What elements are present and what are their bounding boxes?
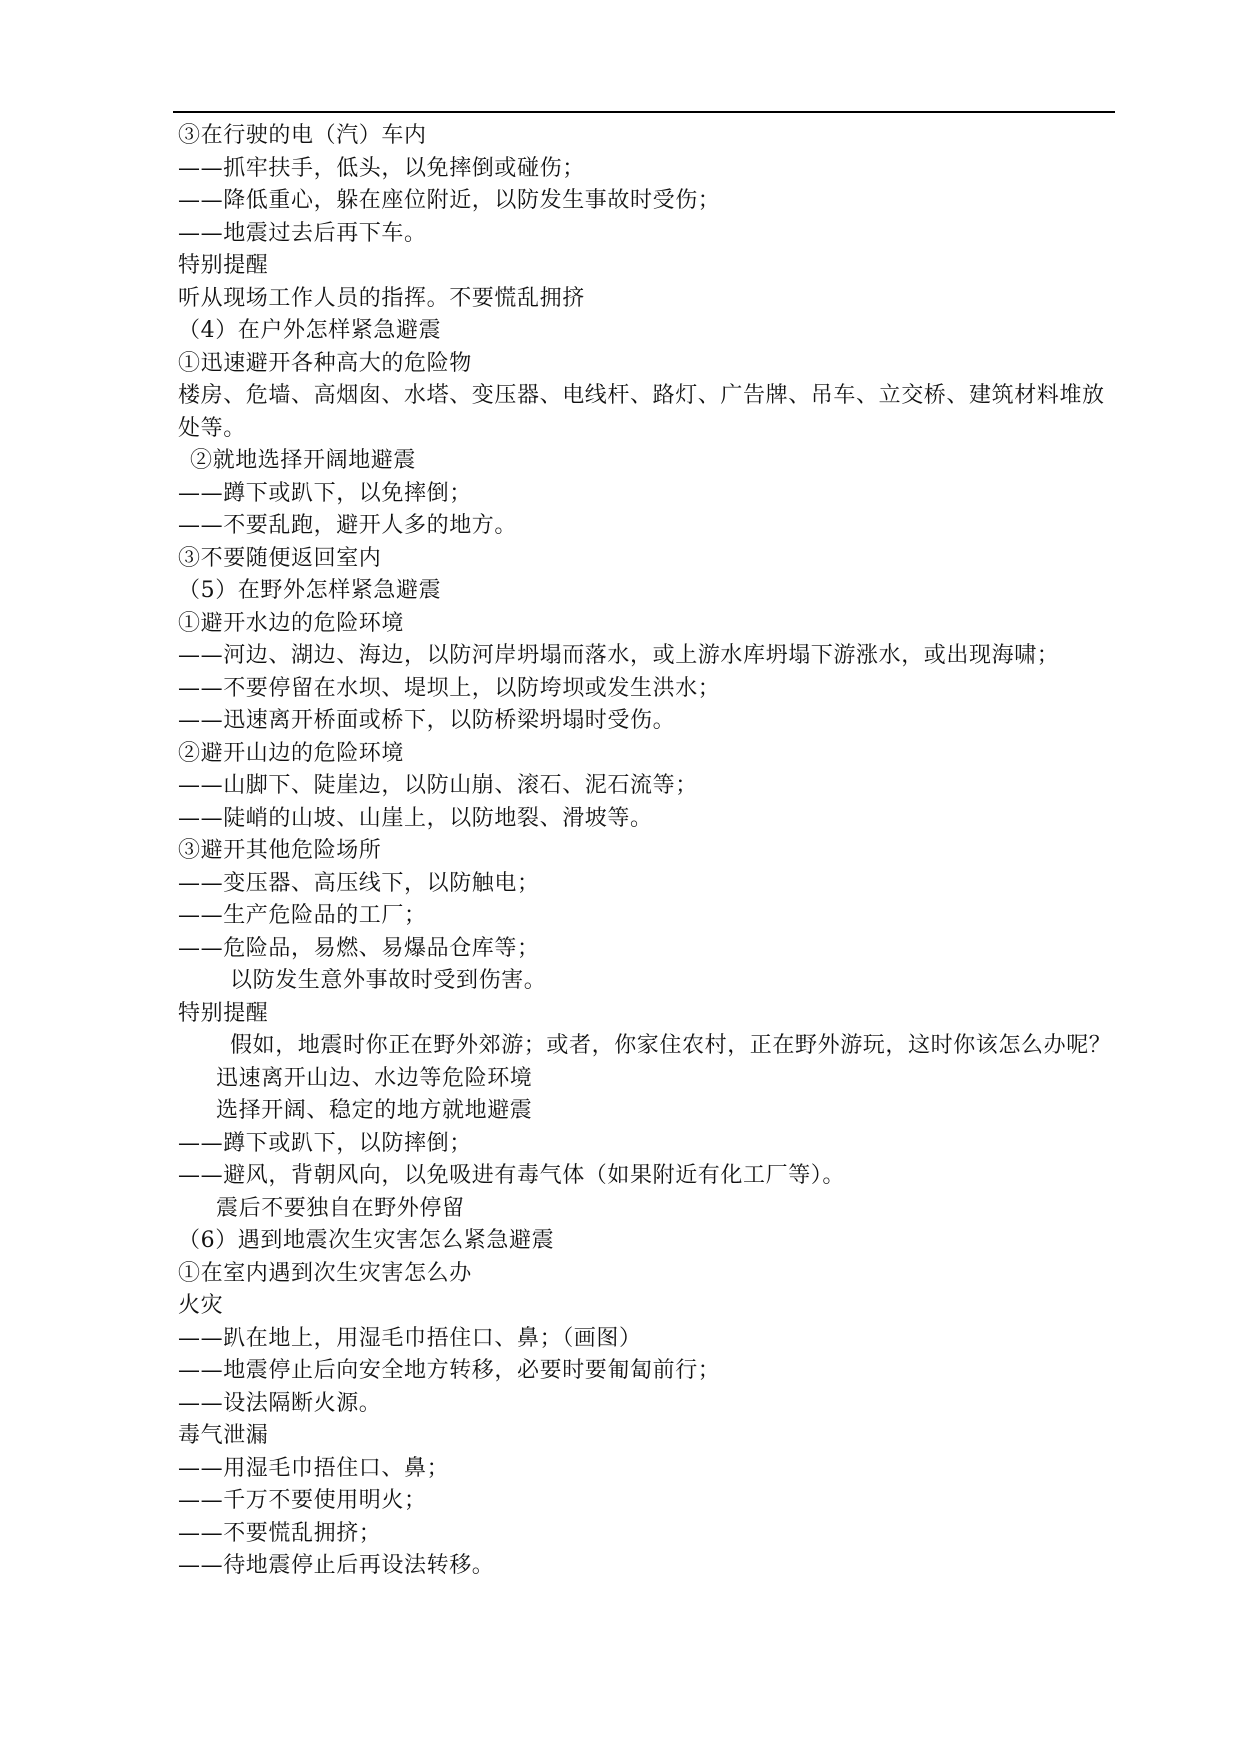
text-line: ——不要乱跑，避开人多的地方。 xyxy=(178,513,518,538)
text-line: ——不要停留在水坝、堤坝上，以防垮坝或发生洪水； xyxy=(178,675,721,701)
text-line: 以防发生意外事故时受到伤害。 xyxy=(230,968,547,993)
section-heading: （4）在户外怎样紧急避震 xyxy=(178,318,442,343)
text-line: ——避风，背朝风向，以免吸进有毒气体（如果附近有化工厂等）。 xyxy=(178,1163,846,1188)
text-line: ①避开水边的危险环境 xyxy=(178,610,405,636)
text-line: ——设法隔断火源。 xyxy=(178,1390,382,1416)
text-line: ——蹲下或趴下，以免摔倒； xyxy=(178,480,472,506)
text-line: ——抓牢扶手，低头，以免摔倒或碰伤； xyxy=(178,155,585,181)
document-body xyxy=(178,120,1115,1583)
text-line: ①迅速避开各种高大的危险物 xyxy=(178,350,472,376)
text-paragraph: 楼房、危墙、高烟囱、水塔、变压器、电线杆、路灯、广告牌、吊车、立交桥、建筑材料堆放处等。 xyxy=(178,383,1105,441)
text-line: ——山脚下、陡崖边，以防山崩、滚石、泥石流等； xyxy=(178,773,698,798)
section-heading: （6）遇到地震次生灾害怎么紧急避震 xyxy=(178,1228,555,1253)
text-line: ——地震过去后再下车。 xyxy=(178,220,427,246)
section-heading: （5）在野外怎样紧急避震 xyxy=(178,578,442,603)
text-line: ——降低重心，躲在座位附近，以防发生事故时受伤； xyxy=(178,188,721,213)
text-line: ——生产危险品的工厂； xyxy=(178,903,427,928)
text-line: ——陡峭的山坡、山崖上，以防地裂、滑坡等。 xyxy=(178,805,653,831)
text-line: ——迅速离开桥面或桥下，以防桥梁坍塌时受伤。 xyxy=(178,708,676,733)
text-line: ①在室内遇到次生灾害怎么办 xyxy=(178,1260,472,1286)
text-line: 选择开阔、稳定的地方就地避震 xyxy=(216,1098,533,1123)
text-line: 迅速离开山边、水边等危险环境 xyxy=(216,1065,533,1091)
text-line: 听从现场工作人员的指挥。不要慌乱拥挤 xyxy=(178,285,585,311)
text-line: ——不要慌乱拥挤； xyxy=(178,1520,382,1546)
text-line: ——变压器、高压线下，以防触电； xyxy=(178,870,540,896)
text-line: 火灾 xyxy=(178,1293,224,1318)
text-line: ——蹲下或趴下，以防摔倒； xyxy=(178,1130,472,1156)
text-line: ——趴在地上，用湿毛巾捂住口、鼻；（画图） xyxy=(178,1325,642,1351)
text-line: ③避开其他危险场所 xyxy=(178,838,382,863)
text-line: ②就地选择开阔地避震 xyxy=(190,448,417,473)
header-rule xyxy=(173,111,1115,113)
text-line: ——待地震停止后再设法转移。 xyxy=(178,1553,495,1578)
text-paragraph: 假如，地震时你正在野外郊游；或者，你家住农村，正在野外游玩，这时你该怎么办呢？ xyxy=(230,1033,1112,1058)
text-line: ——河边、湖边、海边，以防河岸坍塌而落水，或上游水库坍塌下游涨水，或出现海啸； xyxy=(178,643,1060,668)
section-reminder-heading: 特别提醒 xyxy=(178,1000,269,1026)
text-line: ②避开山边的危险环境 xyxy=(178,740,405,766)
section-reminder-heading: 特别提醒 xyxy=(178,253,269,278)
text-line: 震后不要独自在野外停留 xyxy=(216,1195,465,1221)
text-line: ③在行驶的电（汽）车内 xyxy=(178,123,427,148)
text-line: ——地震停止后向安全地方转移，必要时要匍匐前行； xyxy=(178,1358,721,1383)
text-line: ——千万不要使用明火； xyxy=(178,1488,427,1513)
text-line: 毒气泄漏 xyxy=(178,1423,269,1448)
text-line: ——用湿毛巾捂住口、鼻； xyxy=(178,1455,450,1481)
text-line: ——危险品，易燃、易爆品仓库等； xyxy=(178,935,540,961)
text-line: ③不要随便返回室内 xyxy=(178,545,382,571)
